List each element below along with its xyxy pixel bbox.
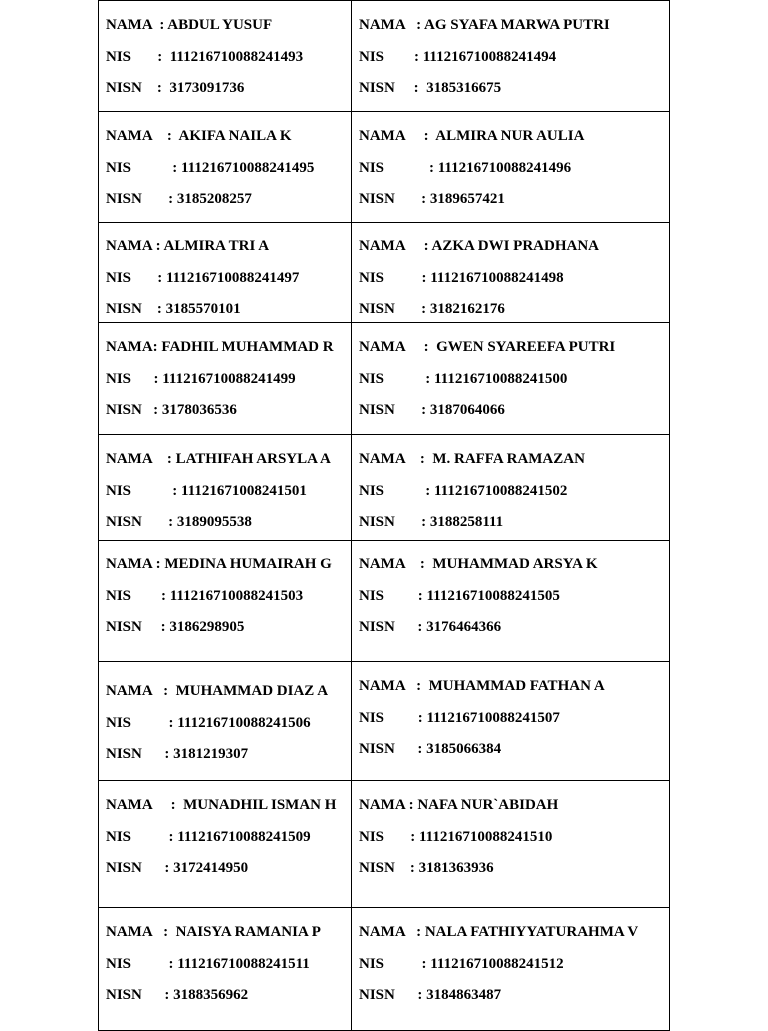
student-nama-line: NAMA : NALA FATHIYYATURAHMA V: [359, 924, 639, 940]
student-nama-line: NAMA : AKIFA NAILA K: [106, 128, 292, 144]
student-nisn-line: NISN : 3181363936: [359, 860, 494, 876]
student-nis-line: NIS : 111216710088241505: [359, 587, 560, 604]
student-nisn-line: NISN : 3182162176: [359, 301, 505, 317]
student-nama-line: NAMA : MUHAMMAD ARSYA K: [359, 556, 598, 572]
student-card: [98, 540, 352, 662]
student-nis-line: NIS : 111216710088241498: [359, 269, 564, 286]
student-nisn-line: NISN : 3172414950: [106, 860, 249, 876]
student-nama-line: NAMA : MUHAMMAD DIAZ A: [106, 683, 329, 699]
student-nama-line: NAMA : GWEN SYAREEFA PUTRI: [359, 339, 616, 355]
student-card: [98, 907, 352, 1031]
student-card: [351, 111, 670, 223]
student-card: [351, 322, 670, 435]
student-nama-line: NAMA : LATHIFAH ARSYLA A: [106, 451, 331, 467]
student-card: [351, 780, 670, 908]
student-card: [98, 780, 352, 908]
student-card: [98, 661, 352, 781]
student-nisn-line: NISN : 3185066384: [359, 741, 502, 757]
student-nama-line: NAMA: FADHIL MUHAMMAD R: [106, 339, 334, 355]
student-nisn-line: NISN : 3187064066: [359, 402, 505, 418]
student-nis-line: NIS : 111216710088241512: [359, 955, 564, 972]
student-nama-line: NAMA : M. RAFFA RAMAZAN: [359, 451, 585, 467]
student-nisn-line: NISN : 3188258111: [359, 514, 504, 530]
student-nis-line: NIS : 111216710088241511: [106, 955, 310, 972]
student-nisn-line: NISN : 3188356962: [106, 987, 249, 1003]
student-nisn-line: NISN : 3178036536: [106, 402, 237, 418]
student-nis-line: NIS : 111216710088241497: [106, 269, 300, 286]
student-nis-line: NIS : 111216710088241503: [106, 587, 304, 604]
student-nisn-line: NISN : 3173091736: [106, 80, 245, 96]
student-nis-line: NIS : 111216710088241506: [106, 714, 311, 731]
student-card: [351, 661, 670, 781]
student-nama-line: NAMA : NAISYA RAMANIA P: [106, 924, 321, 940]
student-nis-line: NIS : 111216710088241510: [359, 828, 553, 845]
student-nama-line: NAMA : MUNADHIL ISMAN H: [106, 797, 337, 813]
student-nisn-line: NISN : 3184863487: [359, 987, 502, 1003]
student-nisn-line: NISN : 3185208257: [106, 191, 252, 207]
student-id-label-sheet: [98, 0, 670, 1024]
student-card: [351, 0, 670, 112]
student-card: [351, 540, 670, 662]
student-nisn-line: NISN : 3189095538: [106, 514, 252, 530]
student-nis-line: NIS : 111216710088241507: [359, 709, 560, 726]
student-nis-line: NIS : 111216710088241500: [359, 370, 568, 387]
student-nama-line: NAMA : AZKA DWI PRADHANA: [359, 238, 599, 254]
student-nisn-line: NISN : 3185570101: [106, 301, 241, 317]
student-card: [98, 0, 352, 112]
student-nis-line: NIS : 111216710088241502: [359, 482, 568, 499]
student-nisn-line: NISN : 3186298905: [106, 619, 245, 635]
student-nis-line: NIS : 111216710088241496: [359, 159, 572, 176]
student-nisn-line: NISN : 3189657421: [359, 191, 505, 207]
student-nama-line: NAMA : AG SYAFA MARWA PUTRI: [359, 17, 610, 33]
student-nis-line: NIS : 111216710088241493: [106, 48, 304, 65]
student-card: [98, 222, 352, 323]
student-card: [351, 222, 670, 323]
student-nama-line: NAMA : MUHAMMAD FATHAN A: [359, 678, 605, 694]
student-nis-line: NIS : 111216710088241494: [359, 48, 557, 65]
student-nis-line: NIS : 11121671008241501: [106, 482, 307, 499]
student-card: [98, 322, 352, 435]
student-nisn-line: NISN : 3185316675: [359, 80, 502, 96]
student-nama-line: NAMA : MEDINA HUMAIRAH G: [106, 556, 332, 572]
student-nama-line: NAMA : ABDUL YUSUF: [106, 17, 273, 33]
student-nama-line: NAMA : ALMIRA TRI A: [106, 238, 270, 254]
student-nis-line: NIS : 111216710088241499: [106, 370, 296, 387]
student-card: [98, 111, 352, 223]
student-nama-line: NAMA : ALMIRA NUR AULIA: [359, 128, 585, 144]
student-nis-line: NIS : 111216710088241495: [106, 159, 315, 176]
student-nisn-line: NISN : 3176464366: [359, 619, 502, 635]
student-card: [351, 434, 670, 541]
student-nisn-line: NISN : 3181219307: [106, 746, 249, 762]
student-nis-line: NIS : 111216710088241509: [106, 828, 311, 845]
student-card: [351, 907, 670, 1031]
student-nama-line: NAMA : NAFA NUR`ABIDAH: [359, 797, 559, 813]
student-card: [98, 434, 352, 541]
